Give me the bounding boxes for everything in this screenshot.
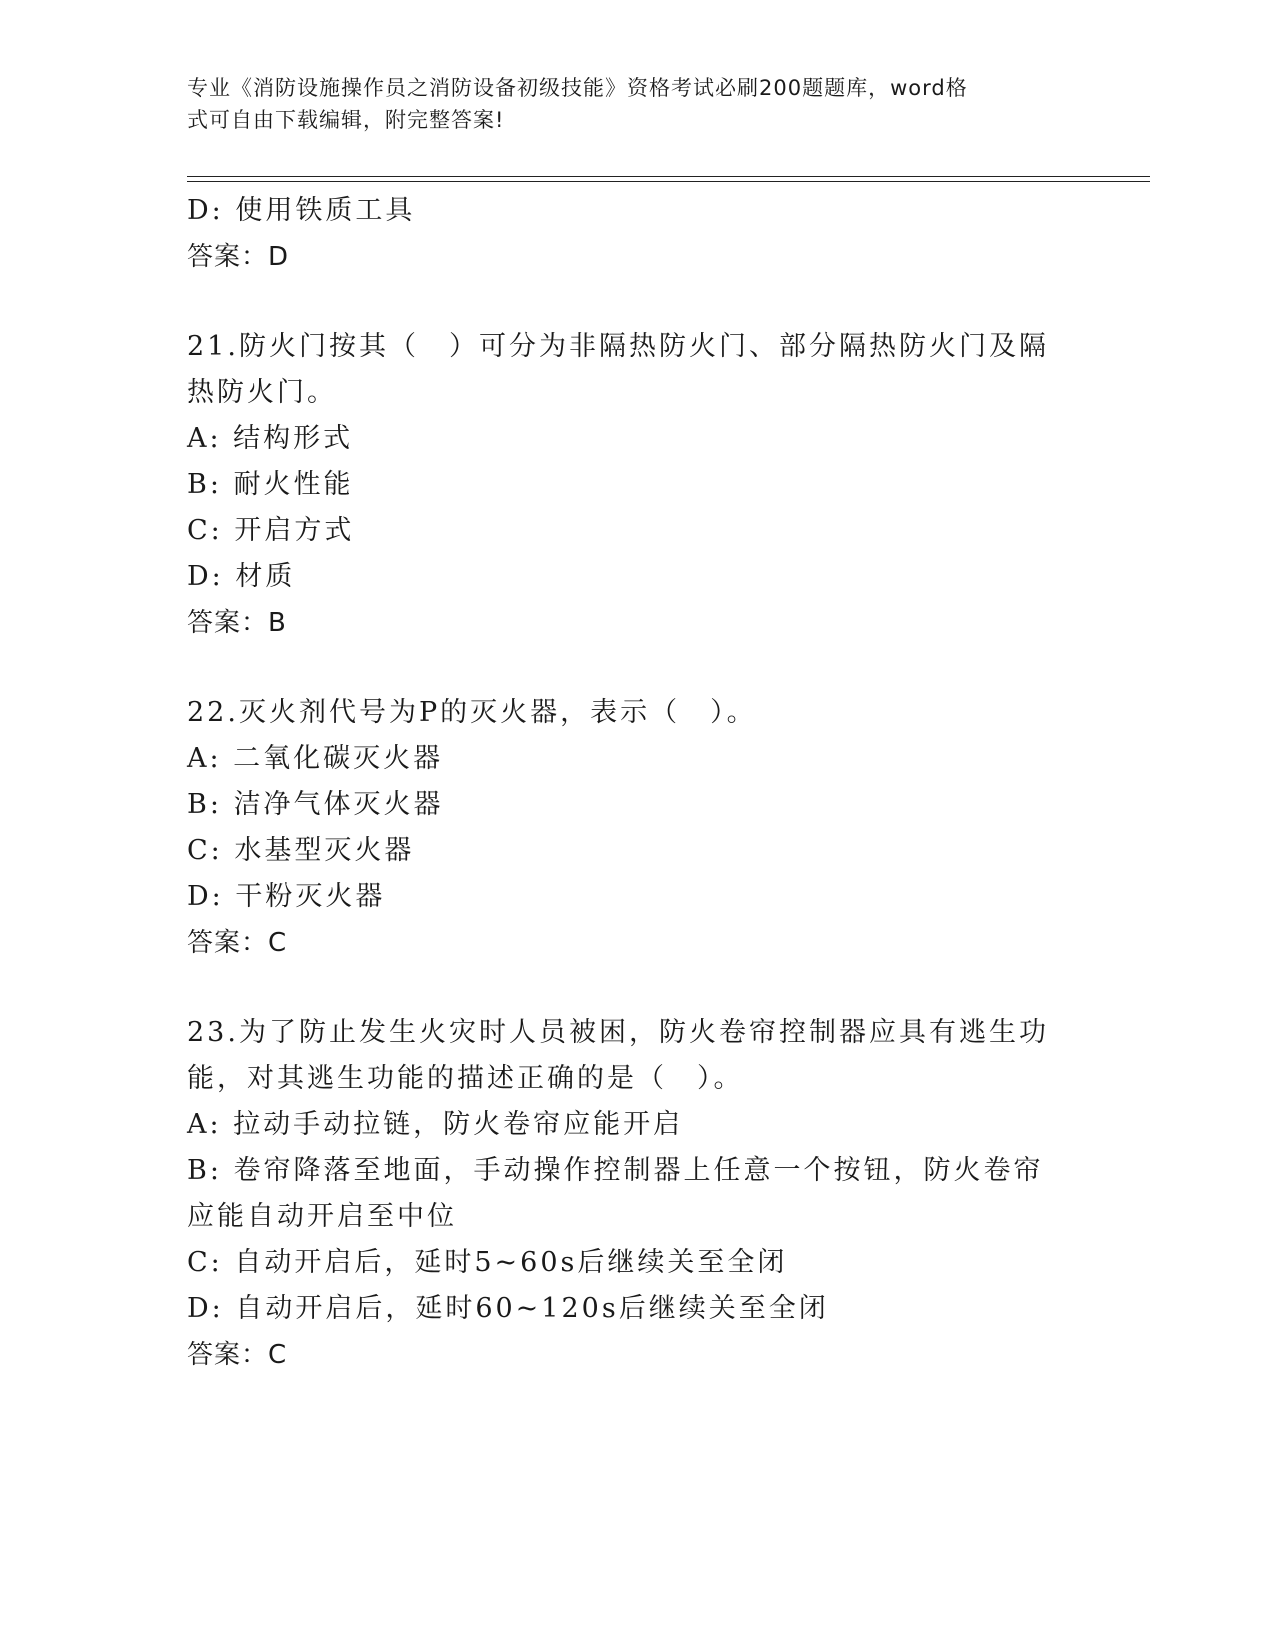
question-21 xyxy=(187,324,1087,646)
question-text: 22.灭火剂代号为P的灭火器，表示（ ）。 xyxy=(187,697,757,728)
option-a: A: 结构形式 xyxy=(187,423,354,454)
header-divider-bottom xyxy=(187,181,1150,182)
question-text: 23.为了防止发生火灾时人员被困，防火卷帘控制器应具有逃生功能，对其逃生功能的描述正确的是（ ）。 xyxy=(187,1017,1049,1094)
header-line-1: 专业《消防设施操作员之消防设备初级技能》资格考试必刷200题题库，word格 xyxy=(187,76,968,100)
header-divider-top xyxy=(187,176,1150,177)
option-b: B: 洁净气体灭火器 xyxy=(187,789,444,820)
header-line-2: 式可自由下载编辑，附完整答案! xyxy=(187,108,505,132)
document-header xyxy=(187,72,1067,136)
option-d: D: 自动开启后，延时60~120s后继续关至全闭 xyxy=(187,1293,829,1324)
option-d: D: 使用铁质工具 xyxy=(187,195,416,226)
option-c: C: 开启方式 xyxy=(187,515,355,546)
answer: 答案：C xyxy=(187,1340,288,1370)
option-d: D: 材质 xyxy=(187,561,296,592)
question-22 xyxy=(187,690,1087,966)
answer: 答案：C xyxy=(187,928,288,958)
question-23 xyxy=(187,1010,1087,1378)
option-c: C: 自动开启后，延时5~60s后继续关至全闭 xyxy=(187,1247,788,1278)
option-b: B: 卷帘降落至地面，手动操作控制器上任意一个按钮，防火卷帘应能自动开启至中位 xyxy=(187,1155,1044,1232)
option-a: A: 拉动手动拉链，防火卷帘应能开启 xyxy=(187,1109,684,1140)
option-a: A: 二氧化碳灭火器 xyxy=(187,743,444,774)
question-text: 21.防火门按其（ ）可分为非隔热防火门、部分隔热防火门及隔热防火门。 xyxy=(187,331,1049,408)
option-c: C: 水基型灭火器 xyxy=(187,835,415,866)
answer: 答案：B xyxy=(187,608,287,638)
option-d: D: 干粉灭火器 xyxy=(187,881,386,912)
option-b: B: 耐火性能 xyxy=(187,469,354,500)
document-body xyxy=(187,188,1087,1378)
answer: 答案：D xyxy=(187,242,290,272)
